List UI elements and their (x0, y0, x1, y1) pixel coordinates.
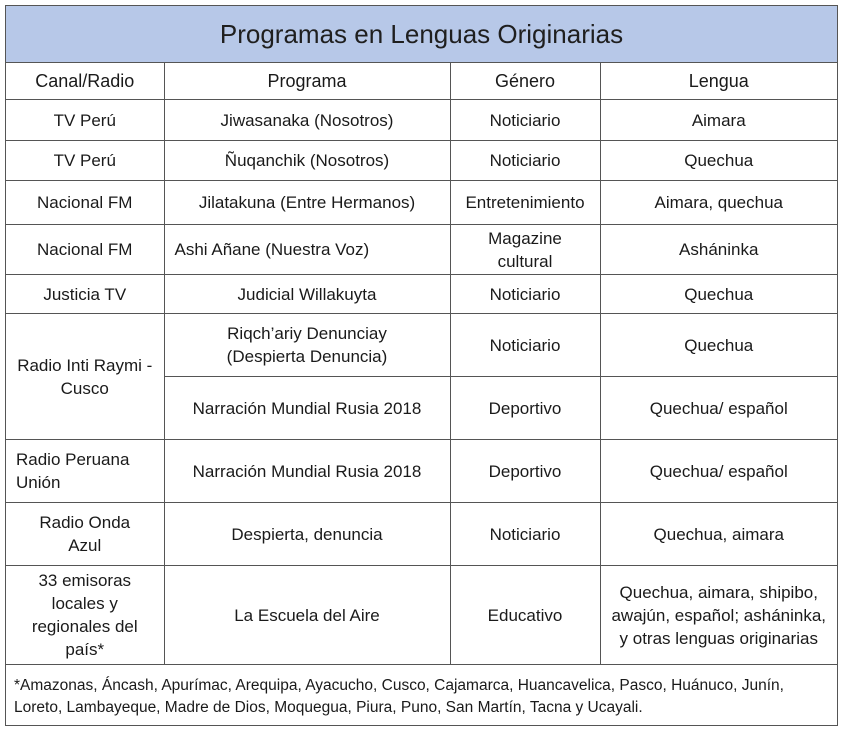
cell-lengua: Quechua/ español (600, 377, 837, 440)
header-lengua: Lengua (600, 63, 837, 100)
cell-lengua: Aimara (600, 100, 837, 141)
header-genero: Género (450, 63, 600, 100)
table-row (6, 275, 837, 314)
cell-genero: Noticiario (450, 100, 600, 141)
programs-table (6, 62, 837, 665)
cell-genero: Noticiario (450, 275, 600, 314)
cell-genero: Noticiario (450, 314, 600, 377)
footnote: *Amazonas, Áncash, Apurímac, Arequipa, Ayacucho, Cusco, Cajamarca, Huancavelica, Pasco, Huánuco, Junín, Loreto, Lambayeque, Madre de Dios, Moquegua, Piura, Puno, San Martín, Tacna y Ucayali. (14, 677, 784, 716)
cell-lengua: Quechua (600, 275, 837, 314)
table-title: Programas en Lenguas Originarias (6, 6, 837, 63)
cell-programa: Judicial Willakuyta (164, 275, 450, 314)
cell-canal: 33 emisoras locales y regionales del país* (6, 566, 164, 665)
cell-lengua: Quechua, aimara (600, 503, 837, 566)
table-row (6, 141, 837, 181)
cell-genero: Educativo (450, 566, 600, 665)
header-programa: Programa (164, 63, 450, 100)
cell-programa: La Escuela del Aire (164, 566, 450, 665)
cell-genero: Magazine cultural (450, 225, 600, 275)
header-row (6, 63, 837, 100)
table-row (6, 503, 837, 566)
table-row (6, 181, 837, 225)
cell-programa: Ashi Añane (Nuestra Voz) (164, 225, 450, 275)
cell-programa: Despierta, denuncia (164, 503, 450, 566)
table-row (6, 225, 837, 275)
cell-programa: Narración Mundial Rusia 2018 (164, 440, 450, 503)
cell-genero: Noticiario (450, 141, 600, 181)
cell-lengua: Quechua (600, 141, 837, 181)
cell-programa: Jilatakuna (Entre Hermanos) (164, 181, 450, 225)
cell-genero: Deportivo (450, 377, 600, 440)
cell-genero: Noticiario (450, 503, 600, 566)
cell-canal: TV Perú (6, 100, 164, 141)
cell-programa: Ñuqanchik (Nosotros) (164, 141, 450, 181)
cell-canal: TV Perú (6, 141, 164, 181)
cell-canal: Radio Peruana Unión (6, 440, 164, 503)
cell-programa: Narración Mundial Rusia 2018 (164, 377, 450, 440)
cell-canal: Radio Inti Raymi - Cusco (6, 314, 164, 440)
cell-genero: Entretenimiento (450, 181, 600, 225)
cell-lengua: Quechua (600, 314, 837, 377)
table-row (6, 440, 837, 503)
table-row (6, 314, 837, 377)
cell-canal: Radio Onda Azul (6, 503, 164, 566)
cell-canal: Nacional FM (6, 181, 164, 225)
cell-programa: Jiwasanaka (Nosotros) (164, 100, 450, 141)
cell-genero: Deportivo (450, 440, 600, 503)
cell-canal: Nacional FM (6, 225, 164, 275)
table-row (6, 100, 837, 141)
cell-lengua: Quechua/ español (600, 440, 837, 503)
cell-canal: Justicia TV (6, 275, 164, 314)
table-frame (5, 5, 838, 726)
table-row (6, 566, 837, 665)
cell-lengua: Aimara, quechua (600, 181, 837, 225)
cell-lengua: Asháninka (600, 225, 837, 275)
cell-lengua: Quechua, aimara, shipibo, awajún, español; asháninka, y otras lenguas originarias (600, 566, 837, 665)
header-canal: Canal/Radio (6, 63, 164, 100)
cell-programa: Riqch’ariy Denunciay (Despierta Denuncia) (164, 314, 450, 377)
